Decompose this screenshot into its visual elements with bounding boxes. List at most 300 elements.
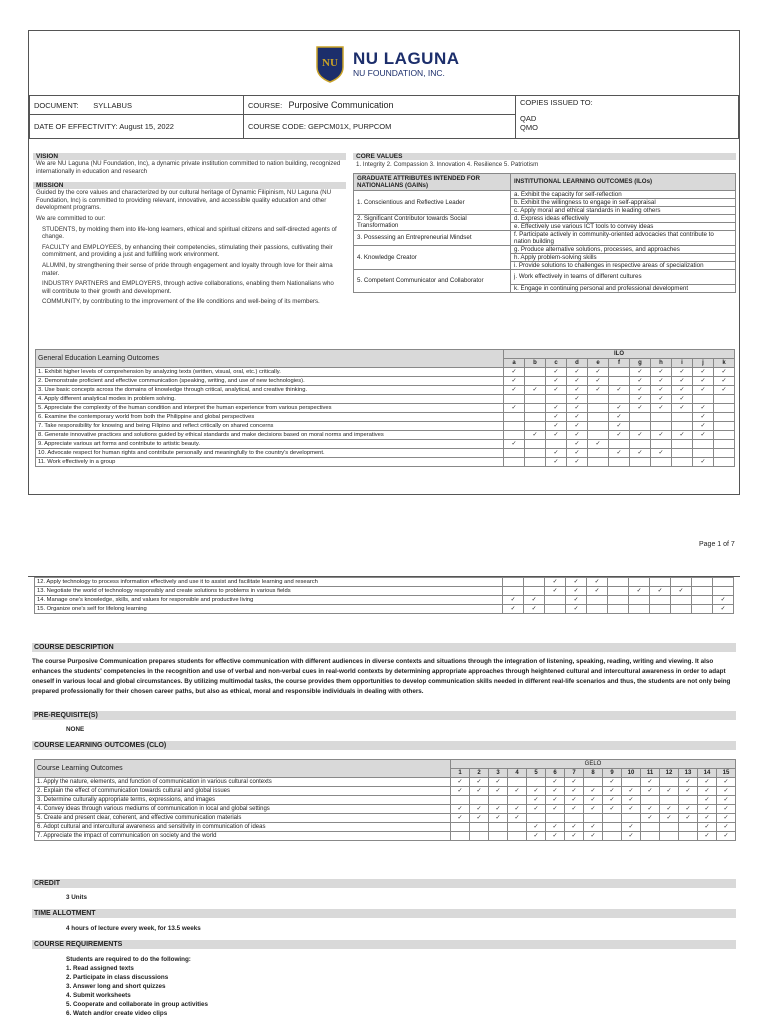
check-cell: ✓: [693, 404, 714, 413]
check-cell: ✓: [565, 805, 584, 814]
requirement-item: 5. Cooperate and collaborate in group activities: [66, 1001, 209, 1008]
check-cell: [525, 395, 546, 404]
ilo-cell: f. Participate actively in community-oriented advocacies that contribute to nation building: [511, 230, 736, 245]
check-cell: ✓: [546, 422, 567, 431]
check-cell: [587, 596, 608, 605]
check-cell: ✓: [717, 814, 736, 823]
gelo-label: GELO: [451, 760, 736, 769]
check-cell: [713, 578, 734, 587]
check-cell: ✓: [546, 832, 565, 841]
check-cell: ✓: [587, 587, 608, 596]
check-cell: ✓: [630, 395, 651, 404]
column-header: 14: [698, 769, 717, 778]
check-cell: [660, 796, 679, 805]
check-cell: [524, 587, 545, 596]
table-row: [35, 796, 736, 805]
table-row: [36, 404, 735, 413]
check-cell: ✓: [714, 377, 735, 386]
clo-title: COURSE LEARNING OUTCOMES (CLO): [32, 741, 736, 750]
check-cell: [714, 422, 735, 431]
check-cell: ✓: [584, 832, 603, 841]
check-cell: [609, 368, 630, 377]
table-row: [35, 596, 734, 605]
table-row: [36, 449, 735, 458]
check-cell: [584, 778, 603, 787]
check-cell: ✓: [603, 778, 622, 787]
row-label: 5. Create and present clear, coherent, and effective communication materials: [35, 814, 451, 823]
row-label: 10. Advocate respect for human rights and contribute personally and meaningfully to the country's development.: [36, 449, 504, 458]
check-cell: ✓: [698, 823, 717, 832]
copies-qad: QAD: [520, 114, 537, 123]
check-cell: [714, 458, 735, 467]
check-cell: ✓: [545, 578, 566, 587]
check-cell: [714, 395, 735, 404]
core-values-text: 1. Integrity 2. Compassion 3. Innovation 4. Resilience 5. Patriotism: [356, 161, 539, 168]
check-cell: [650, 578, 671, 587]
check-cell: [489, 796, 508, 805]
course-label: COURSE:: [248, 101, 283, 110]
column-header: e: [588, 359, 609, 368]
check-cell: ✓: [565, 778, 584, 787]
copies-label: COPIES ISSUED TO:: [520, 98, 593, 107]
mission-item: ALUMNI, by strengthening their sense of pride through engagement and loyalty through love for their alma mater.: [42, 261, 333, 277]
check-cell: [714, 404, 735, 413]
check-cell: ✓: [622, 805, 641, 814]
ilo-label: ILO: [504, 350, 735, 359]
table-row: [36, 431, 735, 440]
ilo-cell: g. Produce alternative solutions, processes, and approaches: [511, 245, 736, 253]
check-cell: ✓: [567, 404, 588, 413]
ilo-cell: i. Provide solutions to challenges in respective areas of specialization: [511, 261, 736, 269]
check-cell: [525, 404, 546, 413]
check-cell: [630, 413, 651, 422]
check-cell: [660, 778, 679, 787]
check-cell: ✓: [546, 787, 565, 796]
check-cell: [524, 578, 545, 587]
column-header: a: [504, 359, 525, 368]
check-cell: [603, 832, 622, 841]
check-cell: [587, 605, 608, 614]
row-label: 6. Examine the contemporary world from both the Philippine and global perspectives: [36, 413, 504, 422]
column-header: 8: [584, 769, 603, 778]
check-cell: ✓: [671, 587, 692, 596]
check-cell: ✓: [660, 814, 679, 823]
check-cell: ✓: [546, 778, 565, 787]
check-cell: ✓: [698, 787, 717, 796]
check-cell: [629, 596, 650, 605]
check-cell: ✓: [630, 368, 651, 377]
check-cell: ✓: [588, 377, 609, 386]
document-header-table: [29, 95, 739, 139]
check-cell: [622, 778, 641, 787]
table-row: [35, 814, 736, 823]
check-cell: ✓: [641, 778, 660, 787]
ilo-cell: b. Exhibit the willingness to engage in self-appraisal: [511, 198, 736, 206]
logo-sub: NU FOUNDATION, INC.: [353, 68, 445, 78]
check-cell: ✓: [679, 778, 698, 787]
row-label: 1. Exhibit higher levels of comprehension by analyzing texts (written, visual, oral, etc.) critically.: [36, 368, 504, 377]
row-label: 8. Generate innovative practices and solutions guided by ethical standards and make decisions based on moral norms and imperatives: [36, 431, 504, 440]
date-value: August 15, 2022: [119, 122, 174, 131]
check-cell: ✓: [717, 832, 736, 841]
check-cell: [630, 422, 651, 431]
check-cell: [588, 413, 609, 422]
check-cell: ✓: [508, 814, 527, 823]
check-cell: [504, 431, 525, 440]
check-cell: [714, 440, 735, 449]
table-row: [35, 778, 736, 787]
check-cell: ✓: [660, 805, 679, 814]
credit-value: 3 Units: [66, 894, 87, 901]
check-cell: ✓: [693, 422, 714, 431]
check-cell: [608, 596, 629, 605]
mission-title: MISSION: [33, 182, 346, 189]
check-cell: ✓: [672, 404, 693, 413]
check-cell: [525, 368, 546, 377]
check-cell: ✓: [587, 578, 608, 587]
check-cell: [608, 587, 629, 596]
column-header: f: [609, 359, 630, 368]
check-cell: ✓: [451, 778, 470, 787]
check-cell: ✓: [717, 805, 736, 814]
check-cell: ✓: [546, 796, 565, 805]
check-cell: [609, 377, 630, 386]
check-cell: ✓: [567, 449, 588, 458]
check-cell: ✓: [693, 431, 714, 440]
course-description-text: The course Purposive Communication prepares students for effective communication with different audiences in diverse contexts and situations through the integration of listening, speaking, reading, writing and viewing. It also enhances the students' competencies in the recognition and use of verbal and non-verbal cues in real-world contexts by determining appropriate approaches through heightened cultural and intercultural awareness in order to adapt oneself in various local and global circumstances. By utilizing multimodal tasks, the course provides them opportunities to develop communication skills needed in different real-life scenarios and thus, the students are not only being prepared professionally for their chosen career paths, but also as ethical, moral and responsible individuals in dealing with others.: [32, 658, 731, 695]
check-cell: [508, 778, 527, 787]
column-header: d: [567, 359, 588, 368]
table-row: [35, 805, 736, 814]
prerequisite-value: NONE: [66, 726, 85, 733]
date-label: DATE OF EFFECTIVITY:: [34, 122, 118, 131]
check-cell: ✓: [567, 413, 588, 422]
check-cell: ✓: [524, 605, 545, 614]
check-cell: ✓: [504, 377, 525, 386]
ilo-cell: c. Apply moral and ethical standards in leading others: [511, 206, 736, 214]
check-cell: [650, 605, 671, 614]
row-label: 2. Explain the effect of communication towards cultural and global issues: [35, 787, 451, 796]
table-row: [35, 605, 734, 614]
check-cell: [489, 823, 508, 832]
check-cell: [527, 778, 546, 787]
check-cell: [603, 814, 622, 823]
check-cell: ✓: [527, 805, 546, 814]
time-allotment-title: TIME ALLOTMENT: [32, 909, 736, 918]
table-row: [35, 578, 734, 587]
check-cell: [693, 395, 714, 404]
table-row: [35, 823, 736, 832]
requirement-item: 6. Watch and/or create video clips: [66, 1010, 168, 1017]
clo-gelo-matrix: [34, 759, 736, 841]
check-cell: [588, 422, 609, 431]
check-cell: [672, 449, 693, 458]
check-cell: ✓: [566, 578, 587, 587]
column-header: b: [525, 359, 546, 368]
check-cell: [679, 823, 698, 832]
check-cell: ✓: [717, 796, 736, 805]
check-cell: [588, 431, 609, 440]
check-cell: ✓: [630, 404, 651, 413]
column-header: 11: [641, 769, 660, 778]
check-cell: ✓: [651, 368, 672, 377]
mission-item: INDUSTRY PARTNERS and EMPLOYERS, through active collaborations, enabling them Nationalians who will contribute to their growth and development.: [42, 280, 334, 295]
check-cell: ✓: [651, 404, 672, 413]
check-cell: ✓: [588, 368, 609, 377]
row-label: 4. Convey ideas through various mediums of communication in local and global settings: [35, 805, 451, 814]
check-cell: ✓: [630, 386, 651, 395]
seal-text: NU: [322, 57, 338, 69]
column-header: 2: [470, 769, 489, 778]
row-label: 11. Work effectively in a group: [36, 458, 504, 467]
check-cell: [630, 458, 651, 467]
course-description-title: COURSE DESCRIPTION: [32, 643, 736, 652]
check-cell: [609, 458, 630, 467]
check-cell: [546, 814, 565, 823]
row-label: 3. Use basic concepts across the domains of knowledge through critical, analytical, and creative thinking.: [36, 386, 504, 395]
table-row: [36, 377, 735, 386]
column-header: j: [693, 359, 714, 368]
check-cell: [525, 377, 546, 386]
ilo-cell: j. Work effectively in teams of different cultures: [511, 269, 736, 284]
row-label: 9. Appreciate various art forms and contribute to artistic beauty.: [36, 440, 504, 449]
gelo-ilo-matrix: [35, 349, 735, 467]
check-cell: ✓: [609, 449, 630, 458]
document-label: DOCUMENT:: [34, 100, 79, 110]
check-cell: [470, 796, 489, 805]
table-row: [35, 787, 736, 796]
check-cell: ✓: [717, 823, 736, 832]
check-cell: ✓: [504, 404, 525, 413]
mission-body: [33, 189, 346, 306]
check-cell: ✓: [546, 823, 565, 832]
check-cell: ✓: [651, 386, 672, 395]
check-cell: [584, 814, 603, 823]
check-cell: [672, 440, 693, 449]
course-requirements-title: COURSE REQUIREMENTS: [32, 940, 736, 949]
check-cell: [527, 814, 546, 823]
check-cell: [504, 413, 525, 422]
check-cell: ✓: [451, 787, 470, 796]
syllabus-page-1: [28, 30, 740, 548]
page-number: Page 1 of 7: [699, 541, 735, 548]
check-cell: [525, 422, 546, 431]
column-header: 7: [565, 769, 584, 778]
nu-laguna-logo: [315, 44, 460, 84]
table-row: [36, 386, 735, 395]
check-cell: ✓: [584, 787, 603, 796]
row-label: 3. Determine culturally appropriate terms, expressions, and images: [35, 796, 451, 805]
check-cell: ✓: [567, 386, 588, 395]
check-cell: ✓: [603, 805, 622, 814]
check-cell: [672, 458, 693, 467]
check-cell: [508, 832, 527, 841]
gains-header: GRADUATE ATTRIBUTES INTENDED FOR NATIONALIANS (GAINs): [354, 173, 511, 190]
course-value: Purposive Communication: [288, 100, 394, 110]
gain-cell: 3. Possessing an Entrepreneurial Mindset: [354, 230, 511, 245]
check-cell: [451, 796, 470, 805]
check-cell: ✓: [489, 814, 508, 823]
check-cell: [451, 832, 470, 841]
check-cell: ✓: [588, 386, 609, 395]
check-cell: ✓: [714, 386, 735, 395]
check-cell: ✓: [546, 805, 565, 814]
check-cell: ✓: [470, 778, 489, 787]
check-cell: ✓: [603, 787, 622, 796]
check-cell: [608, 605, 629, 614]
check-cell: [525, 413, 546, 422]
check-cell: ✓: [622, 796, 641, 805]
column-header: 9: [603, 769, 622, 778]
mission-committed: We are committed to our:: [36, 214, 106, 222]
column-header: 10: [622, 769, 641, 778]
check-cell: ✓: [609, 431, 630, 440]
check-cell: ✓: [584, 805, 603, 814]
check-cell: ✓: [629, 587, 650, 596]
check-cell: [651, 440, 672, 449]
check-cell: [671, 605, 692, 614]
check-cell: ✓: [567, 431, 588, 440]
check-cell: ✓: [566, 605, 587, 614]
check-cell: ✓: [630, 431, 651, 440]
gain-cell: 2. Significant Contributor towards Social Transformation: [354, 214, 511, 230]
check-cell: [588, 404, 609, 413]
check-cell: ✓: [650, 587, 671, 596]
check-cell: [650, 596, 671, 605]
check-cell: [565, 814, 584, 823]
check-cell: ✓: [693, 413, 714, 422]
check-cell: ✓: [630, 449, 651, 458]
mission-intro: Guided by the core values and characterized by our cultural heritage of Dynamic Filipinism, NU Laguna (NU Foundation, Inc) is committed to providing relevant, innovative, and accessible quality education and other development programs.: [36, 189, 332, 212]
check-cell: [489, 832, 508, 841]
check-cell: [525, 440, 546, 449]
shield-icon: [315, 45, 345, 83]
check-cell: [546, 395, 567, 404]
check-cell: ✓: [567, 440, 588, 449]
check-cell: ✓: [609, 386, 630, 395]
row-label: 7. Appreciate the impact of communication on society and the world: [35, 832, 451, 841]
check-cell: [679, 832, 698, 841]
check-cell: ✓: [546, 431, 567, 440]
check-cell: [692, 578, 713, 587]
check-cell: [641, 796, 660, 805]
check-cell: ✓: [641, 787, 660, 796]
check-cell: ✓: [698, 796, 717, 805]
check-cell: [609, 440, 630, 449]
logo-name: NU LAGUNA: [353, 49, 460, 68]
row-label: 2. Demonstrate proficient and effective communication (speaking, writing, and use of new technologies).: [36, 377, 504, 386]
check-cell: ✓: [504, 386, 525, 395]
check-cell: ✓: [622, 832, 641, 841]
check-cell: ✓: [679, 805, 698, 814]
check-cell: [714, 413, 735, 422]
check-cell: [503, 578, 524, 587]
column-header: h: [651, 359, 672, 368]
mission-item: STUDENTS, by molding them into life-long learners, ethical and spiritual citizens and self-directed agents of change.: [42, 225, 337, 241]
column-header: g: [630, 359, 651, 368]
check-cell: ✓: [584, 796, 603, 805]
check-cell: ✓: [546, 386, 567, 395]
check-cell: ✓: [651, 377, 672, 386]
check-cell: ✓: [527, 796, 546, 805]
ilo-cell: h. Apply problem-solving skills: [511, 253, 736, 261]
check-cell: [622, 814, 641, 823]
check-cell: [588, 395, 609, 404]
table-row: [36, 422, 735, 431]
column-header: i: [672, 359, 693, 368]
check-cell: [504, 422, 525, 431]
column-header: 1: [451, 769, 470, 778]
code-value: GEPCM01X, PURPCOM: [308, 122, 392, 131]
table-row: [36, 458, 735, 467]
check-cell: [525, 449, 546, 458]
check-cell: ✓: [546, 404, 567, 413]
check-cell: [692, 596, 713, 605]
check-cell: ✓: [698, 832, 717, 841]
check-cell: ✓: [504, 368, 525, 377]
check-cell: ✓: [567, 395, 588, 404]
check-cell: [692, 605, 713, 614]
check-cell: ✓: [672, 368, 693, 377]
column-header: c: [546, 359, 567, 368]
check-cell: ✓: [566, 587, 587, 596]
check-cell: ✓: [603, 796, 622, 805]
check-cell: [651, 422, 672, 431]
column-header: 3: [489, 769, 508, 778]
check-cell: [693, 440, 714, 449]
check-cell: ✓: [588, 440, 609, 449]
vision-title: VISION: [33, 153, 346, 160]
ilo-cell: k. Engage in continuing personal and professional development: [511, 284, 736, 292]
check-cell: [508, 796, 527, 805]
check-cell: ✓: [567, 368, 588, 377]
check-cell: ✓: [679, 787, 698, 796]
clo-table-title: Course Learning Outcomes: [35, 760, 451, 778]
mission-item: COMMUNITY, by contributing to the improvement of the life conditions and well-being of its members.: [42, 298, 320, 306]
check-cell: [641, 823, 660, 832]
check-cell: [504, 449, 525, 458]
column-header: 4: [508, 769, 527, 778]
check-cell: ✓: [672, 377, 693, 386]
check-cell: ✓: [698, 805, 717, 814]
check-cell: ✓: [651, 431, 672, 440]
check-cell: ✓: [641, 805, 660, 814]
check-cell: ✓: [693, 368, 714, 377]
requirement-item: 4. Submit worksheets: [66, 992, 131, 999]
check-cell: ✓: [609, 404, 630, 413]
column-header: 12: [660, 769, 679, 778]
check-cell: ✓: [489, 778, 508, 787]
column-header: k: [714, 359, 735, 368]
check-cell: ✓: [546, 413, 567, 422]
check-cell: [714, 449, 735, 458]
row-label: 7. Take responsibility for knowing and being Filipino and reflect critically on shared concerns: [36, 422, 504, 431]
check-cell: ✓: [545, 587, 566, 596]
check-cell: ✓: [672, 395, 693, 404]
vision-mission-column: [33, 153, 346, 309]
row-label: 15. Organize one's self for lifelong learning: [35, 605, 503, 614]
gain-cell: 5. Competent Communicator and Collaborator: [354, 269, 511, 292]
mission-item: FACULTY and EMPLOYEES, by enhancing their competencies, stimulating their passions, cultivating their commitment, and providing a just and fulfilling work environment.: [42, 243, 333, 259]
check-cell: ✓: [641, 814, 660, 823]
table-row: [35, 832, 736, 841]
check-cell: ✓: [693, 377, 714, 386]
check-cell: ✓: [698, 778, 717, 787]
table-row: [35, 587, 734, 596]
row-label: 6. Adopt cultural and intercultural awareness and sensitivity in communication of ideas: [35, 823, 451, 832]
check-cell: [629, 605, 650, 614]
gelo-ilo-matrix-continued: [34, 577, 734, 614]
